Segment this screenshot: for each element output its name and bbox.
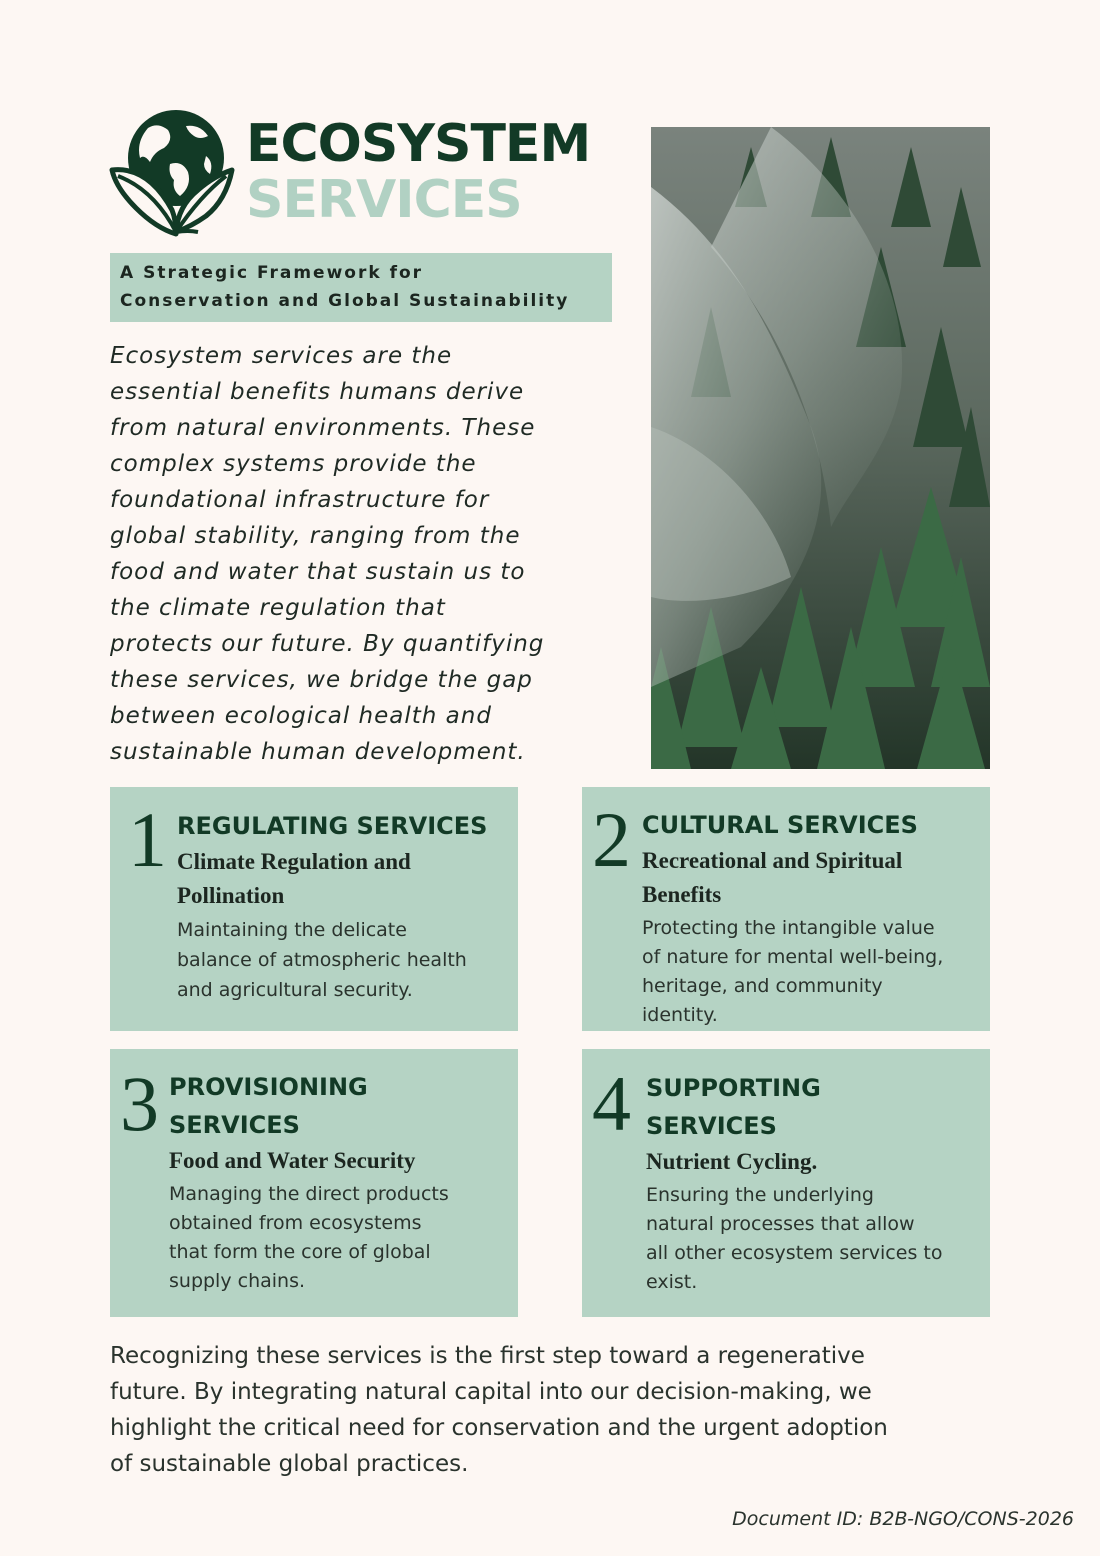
intro-line: essential benefits humans derive xyxy=(110,379,525,405)
card-description: Managing the direct products obtained from ecosystems that form the core of global supply chains. xyxy=(169,1183,449,1292)
title-line-1: ECOSYSTEM xyxy=(246,114,591,174)
intro-line: protects our future. By quantifying xyxy=(110,631,545,657)
intro-line: these services, we bridge the gap xyxy=(110,667,533,693)
card-title: REGULATING SERVICES xyxy=(177,812,488,840)
intro-line: foundational infrastructure for xyxy=(110,487,490,513)
tagline-line: A Strategic Framework for xyxy=(120,263,424,283)
misty-forest-image xyxy=(651,127,990,769)
card-title: CULTURAL SERVICES xyxy=(642,811,918,839)
closing-line: Recognizing these services is the first step toward a regenerative xyxy=(110,1343,865,1369)
intro-line: sustainable human development. xyxy=(110,739,526,765)
card-number: 1 xyxy=(128,796,167,883)
card-title: SUPPORTING SERVICES xyxy=(646,1074,821,1140)
card-title: PROVISIONING SERVICES xyxy=(169,1073,368,1139)
intro-line: from natural environments. These xyxy=(110,415,536,441)
tagline-box xyxy=(110,253,612,322)
document-id: Document ID: B2B-NGO/CONS-2026 xyxy=(732,1508,1074,1530)
card-description: Protecting the intangible value of nature for mental well-being, heritage, and community identity. xyxy=(642,917,944,1026)
card-description: Maintaining the delicate balance of atmospheric health and agricultural security. xyxy=(177,919,467,1001)
service-card-regulating xyxy=(110,787,518,1031)
card-subtitle: Food and Water Security xyxy=(169,1148,416,1173)
intro-line: global stability, ranging from the xyxy=(110,523,521,549)
card-number: 4 xyxy=(592,1060,631,1147)
service-card-provisioning xyxy=(110,1049,518,1317)
intro-line: between ecological health and xyxy=(110,703,492,729)
card-description: Ensuring the underlying natural processes that allow all other ecosystem services to exist. xyxy=(646,1184,943,1293)
card-number: 3 xyxy=(120,1060,159,1147)
card-subtitle: Nutrient Cycling. xyxy=(646,1149,818,1174)
intro-line: Ecosystem services are the xyxy=(110,343,453,369)
intro-line: complex systems provide the xyxy=(110,451,477,477)
closing-paragraph xyxy=(110,1338,1010,1482)
card-subtitle: Climate Regulation and Pollination xyxy=(177,849,411,908)
service-card-cultural xyxy=(582,787,990,1031)
closing-line: highlight the critical need for conservation and the urgent adoption xyxy=(110,1415,888,1441)
closing-line: future. By integrating natural capital into our decision-making, we xyxy=(110,1379,872,1405)
intro-line: the climate regulation that xyxy=(110,595,446,621)
closing-line: of sustainable global practices. xyxy=(110,1451,469,1477)
globe-leaf-icon xyxy=(108,106,238,238)
tagline-line: Conservation and Global Sustainability xyxy=(120,291,570,311)
intro-line: food and water that sustain us to xyxy=(110,559,526,585)
service-card-supporting xyxy=(582,1049,990,1317)
intro-paragraph xyxy=(110,338,635,770)
title-line-2: SERVICES xyxy=(246,170,522,230)
card-subtitle: Recreational and Spiritual Benefits xyxy=(642,848,903,907)
card-number: 2 xyxy=(592,796,631,883)
